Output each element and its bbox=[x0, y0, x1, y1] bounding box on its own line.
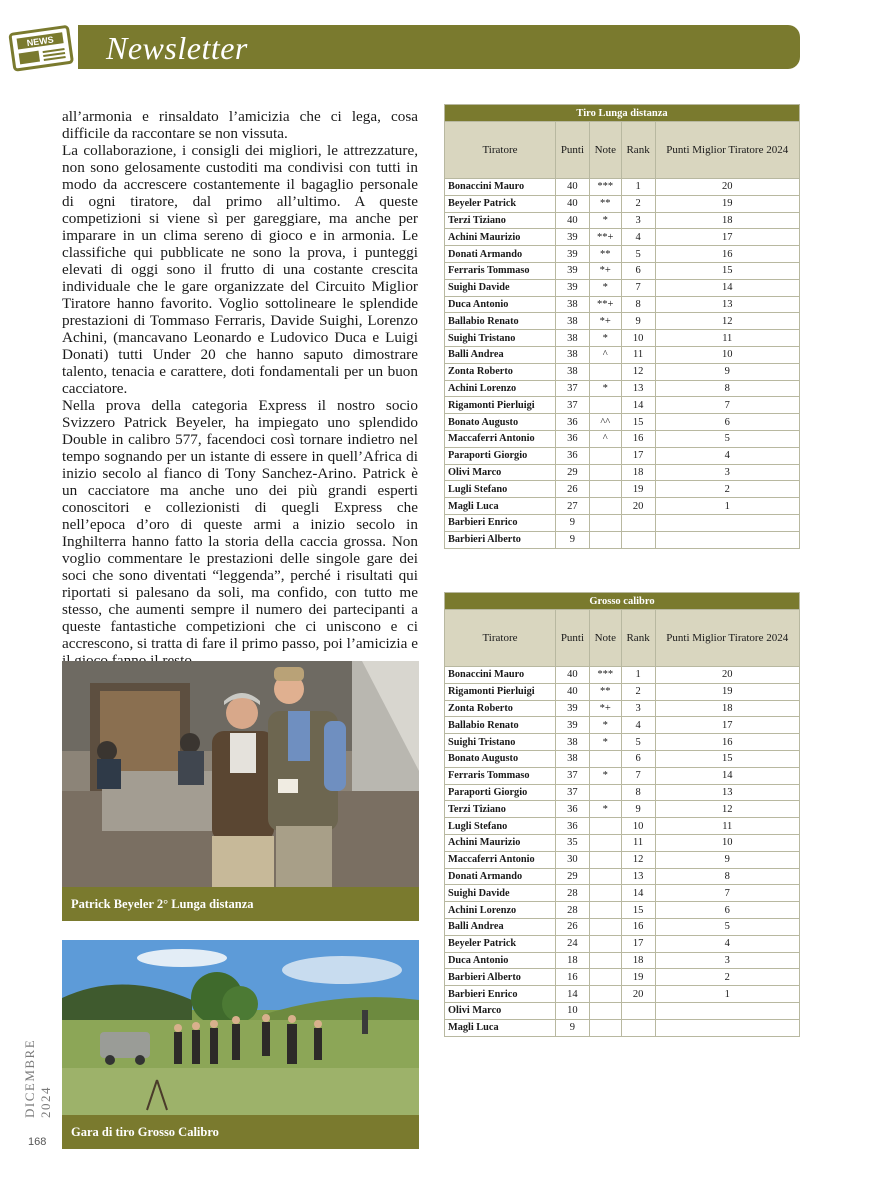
shooter-name: Ferraris Tommaso bbox=[445, 262, 556, 279]
table-row bbox=[445, 1019, 800, 1036]
score-rank bbox=[621, 514, 655, 531]
shooter-name: Barbieri Enrico bbox=[445, 514, 556, 531]
table-row bbox=[445, 330, 800, 347]
ranking-points: 6 bbox=[655, 902, 799, 919]
table-row bbox=[445, 195, 800, 212]
table-row bbox=[445, 734, 800, 751]
score-rank: 7 bbox=[621, 767, 655, 784]
table-row bbox=[445, 179, 800, 196]
score-points: 36 bbox=[556, 801, 590, 818]
table-row bbox=[445, 801, 800, 818]
table-row bbox=[445, 767, 800, 784]
shooter-name: Beyeler Patrick bbox=[445, 935, 556, 952]
score-points: 37 bbox=[556, 767, 590, 784]
score-rank: 17 bbox=[621, 935, 655, 952]
score-note: ^ bbox=[589, 346, 621, 363]
score-points: 39 bbox=[556, 262, 590, 279]
score-rank: 7 bbox=[621, 279, 655, 296]
shooter-name: Bonato Augusto bbox=[445, 414, 556, 431]
score-points: 30 bbox=[556, 851, 590, 868]
score-rank: 9 bbox=[621, 801, 655, 818]
score-rank: 12 bbox=[621, 851, 655, 868]
photo-gara-grosso-calibro bbox=[62, 940, 419, 1149]
shooter-name: Suighi Tristano bbox=[445, 734, 556, 751]
shooter-name: Lugli Stefano bbox=[445, 818, 556, 835]
article-body bbox=[62, 108, 418, 669]
shooter-name: Barbieri Alberto bbox=[445, 531, 556, 548]
photo-two-hunters-image bbox=[62, 661, 419, 887]
score-note: ** bbox=[589, 195, 621, 212]
ranking-points bbox=[655, 531, 799, 548]
shooter-name: Donati Armando bbox=[445, 868, 556, 885]
table-row bbox=[445, 464, 800, 481]
column-header: Note bbox=[589, 122, 621, 179]
table-row bbox=[445, 447, 800, 464]
table-body bbox=[445, 179, 800, 549]
table-row bbox=[445, 784, 800, 801]
score-note bbox=[589, 498, 621, 515]
score-points: 40 bbox=[556, 667, 590, 684]
ranking-points: 2 bbox=[655, 969, 799, 986]
score-points: 24 bbox=[556, 935, 590, 952]
table-row bbox=[445, 498, 800, 515]
ranking-points: 14 bbox=[655, 279, 799, 296]
shooter-name: Zonta Roberto bbox=[445, 700, 556, 717]
score-note bbox=[589, 531, 621, 548]
ranking-points: 12 bbox=[655, 313, 799, 330]
score-rank: 20 bbox=[621, 498, 655, 515]
ranking-points: 4 bbox=[655, 447, 799, 464]
shooter-name: Terzi Tiziano bbox=[445, 801, 556, 818]
ranking-points: 2 bbox=[655, 481, 799, 498]
score-points: 18 bbox=[556, 952, 590, 969]
score-points: 36 bbox=[556, 430, 590, 447]
table-body bbox=[445, 667, 800, 1037]
shooter-name: Zonta Roberto bbox=[445, 363, 556, 380]
score-note bbox=[589, 986, 621, 1003]
column-header: Tiratore bbox=[445, 122, 556, 179]
table-title: Tiro Lunga distanza bbox=[445, 105, 800, 122]
score-points: 29 bbox=[556, 464, 590, 481]
score-rank: 13 bbox=[621, 380, 655, 397]
score-note bbox=[589, 834, 621, 851]
table-row bbox=[445, 969, 800, 986]
column-header: Punti Miglior Tiratore 2024 bbox=[655, 122, 799, 179]
ranking-points: 19 bbox=[655, 195, 799, 212]
shooter-name: Balli Andrea bbox=[445, 918, 556, 935]
table-row bbox=[445, 885, 800, 902]
score-note: * bbox=[589, 279, 621, 296]
table-row bbox=[445, 868, 800, 885]
score-rank: 2 bbox=[621, 683, 655, 700]
score-rank: 6 bbox=[621, 750, 655, 767]
score-points: 28 bbox=[556, 885, 590, 902]
score-rank: 4 bbox=[621, 229, 655, 246]
score-rank: 5 bbox=[621, 734, 655, 751]
ranking-points: 15 bbox=[655, 750, 799, 767]
ranking-points: 16 bbox=[655, 246, 799, 263]
score-points: 40 bbox=[556, 195, 590, 212]
shooter-name: Duca Antonio bbox=[445, 952, 556, 969]
score-note: * bbox=[589, 767, 621, 784]
ranking-points: 14 bbox=[655, 767, 799, 784]
page-number: 168 bbox=[28, 1136, 47, 1148]
shooter-name: Achini Lorenzo bbox=[445, 902, 556, 919]
score-rank bbox=[621, 531, 655, 548]
table-row bbox=[445, 363, 800, 380]
table-row bbox=[445, 750, 800, 767]
table-row bbox=[445, 683, 800, 700]
score-note bbox=[589, 818, 621, 835]
ranking-points: 9 bbox=[655, 363, 799, 380]
shooter-name: Lugli Stefano bbox=[445, 481, 556, 498]
score-note: * bbox=[589, 717, 621, 734]
shooter-name: Olivi Marco bbox=[445, 1002, 556, 1019]
column-header: Tiratore bbox=[445, 610, 556, 667]
score-points: 39 bbox=[556, 246, 590, 263]
photo-caption: Gara di tiro Grosso Calibro bbox=[71, 1125, 219, 1139]
table-row bbox=[445, 212, 800, 229]
ranking-points: 15 bbox=[655, 262, 799, 279]
score-note bbox=[589, 363, 621, 380]
score-points: 10 bbox=[556, 1002, 590, 1019]
shooter-name: Paraporti Giorgio bbox=[445, 784, 556, 801]
shooter-name: Bonaccini Mauro bbox=[445, 179, 556, 196]
score-note bbox=[589, 885, 621, 902]
ranking-points: 19 bbox=[655, 683, 799, 700]
score-points: 26 bbox=[556, 918, 590, 935]
score-rank: 10 bbox=[621, 818, 655, 835]
shooter-name: Donati Armando bbox=[445, 246, 556, 263]
shooter-name: Suighi Tristano bbox=[445, 330, 556, 347]
score-note: *+ bbox=[589, 262, 621, 279]
column-header: Punti bbox=[556, 610, 590, 667]
page-title: Newsletter bbox=[106, 30, 248, 66]
table-row bbox=[445, 229, 800, 246]
ranking-points: 13 bbox=[655, 784, 799, 801]
score-rank bbox=[621, 1019, 655, 1036]
table-row bbox=[445, 918, 800, 935]
score-note bbox=[589, 918, 621, 935]
score-points: 14 bbox=[556, 986, 590, 1003]
score-points: 38 bbox=[556, 296, 590, 313]
score-points: 38 bbox=[556, 330, 590, 347]
score-note: * bbox=[589, 212, 621, 229]
ranking-points: 7 bbox=[655, 885, 799, 902]
score-points: 27 bbox=[556, 498, 590, 515]
score-points: 38 bbox=[556, 313, 590, 330]
ranking-points: 9 bbox=[655, 851, 799, 868]
table-row bbox=[445, 296, 800, 313]
ranking-points: 10 bbox=[655, 834, 799, 851]
score-points: 40 bbox=[556, 179, 590, 196]
score-points: 36 bbox=[556, 818, 590, 835]
score-rank: 2 bbox=[621, 195, 655, 212]
shooter-name: Suighi Davide bbox=[445, 885, 556, 902]
score-note bbox=[589, 868, 621, 885]
column-header: Punti Miglior Tiratore 2024 bbox=[655, 610, 799, 667]
score-note bbox=[589, 1019, 621, 1036]
shooter-name: Ferraris Tommaso bbox=[445, 767, 556, 784]
score-points: 9 bbox=[556, 531, 590, 548]
shooter-name: Rigamonti Pierluigi bbox=[445, 397, 556, 414]
shooter-name: Terzi Tiziano bbox=[445, 212, 556, 229]
score-points: 9 bbox=[556, 1019, 590, 1036]
score-points: 38 bbox=[556, 734, 590, 751]
score-points: 40 bbox=[556, 212, 590, 229]
ranking-points: 3 bbox=[655, 952, 799, 969]
table-row bbox=[445, 430, 800, 447]
table-row bbox=[445, 262, 800, 279]
score-note: *** bbox=[589, 179, 621, 196]
score-points: 36 bbox=[556, 447, 590, 464]
ranking-points bbox=[655, 1002, 799, 1019]
issue-date: DICEMBRE 2024 bbox=[22, 1038, 53, 1118]
score-points: 29 bbox=[556, 868, 590, 885]
score-note bbox=[589, 1002, 621, 1019]
score-note bbox=[589, 902, 621, 919]
score-rank: 11 bbox=[621, 834, 655, 851]
ranking-points: 16 bbox=[655, 734, 799, 751]
shooter-name: Duca Antonio bbox=[445, 296, 556, 313]
table-row bbox=[445, 935, 800, 952]
shooter-name: Maccaferri Antonio bbox=[445, 430, 556, 447]
table-row bbox=[445, 481, 800, 498]
column-header: Rank bbox=[621, 610, 655, 667]
ranking-points: 4 bbox=[655, 935, 799, 952]
ranking-points: 1 bbox=[655, 986, 799, 1003]
score-rank: 18 bbox=[621, 952, 655, 969]
shooter-name: Achini Maurizio bbox=[445, 834, 556, 851]
score-note: ** bbox=[589, 246, 621, 263]
score-note: ^ bbox=[589, 430, 621, 447]
photo-caption: Patrick Beyeler 2° Lunga distanza bbox=[71, 897, 254, 911]
score-rank: 10 bbox=[621, 330, 655, 347]
score-rank: 8 bbox=[621, 296, 655, 313]
score-note: ** bbox=[589, 683, 621, 700]
ranking-points bbox=[655, 1019, 799, 1036]
ranking-points: 17 bbox=[655, 717, 799, 734]
score-note bbox=[589, 851, 621, 868]
score-note bbox=[589, 481, 621, 498]
score-rank: 12 bbox=[621, 363, 655, 380]
table-row bbox=[445, 313, 800, 330]
ranking-points: 18 bbox=[655, 212, 799, 229]
ranking-points: 7 bbox=[655, 397, 799, 414]
score-rank: 19 bbox=[621, 481, 655, 498]
score-note bbox=[589, 750, 621, 767]
ranking-points: 10 bbox=[655, 346, 799, 363]
score-points: 28 bbox=[556, 902, 590, 919]
score-rank: 16 bbox=[621, 918, 655, 935]
ranking-points: 1 bbox=[655, 498, 799, 515]
ranking-points: 11 bbox=[655, 330, 799, 347]
score-points: 39 bbox=[556, 700, 590, 717]
score-note: * bbox=[589, 801, 621, 818]
shooter-name: Olivi Marco bbox=[445, 464, 556, 481]
score-points: 40 bbox=[556, 683, 590, 700]
score-note bbox=[589, 952, 621, 969]
score-note: * bbox=[589, 330, 621, 347]
score-note bbox=[589, 935, 621, 952]
score-points: 9 bbox=[556, 514, 590, 531]
page-header bbox=[0, 22, 884, 74]
score-rank: 14 bbox=[621, 397, 655, 414]
score-points: 38 bbox=[556, 750, 590, 767]
ranking-points: 5 bbox=[655, 918, 799, 935]
score-points: 36 bbox=[556, 414, 590, 431]
shooter-name: Magli Luca bbox=[445, 1019, 556, 1036]
table-row bbox=[445, 1002, 800, 1019]
score-rank: 13 bbox=[621, 868, 655, 885]
table-row bbox=[445, 279, 800, 296]
score-note: ^^ bbox=[589, 414, 621, 431]
ranking-points: 6 bbox=[655, 414, 799, 431]
score-rank: 20 bbox=[621, 986, 655, 1003]
score-points: 39 bbox=[556, 279, 590, 296]
score-points: 38 bbox=[556, 346, 590, 363]
score-points: 35 bbox=[556, 834, 590, 851]
table-row bbox=[445, 346, 800, 363]
shooter-name: Balli Andrea bbox=[445, 346, 556, 363]
score-points: 16 bbox=[556, 969, 590, 986]
ranking-points: 20 bbox=[655, 179, 799, 196]
ranking-points: 8 bbox=[655, 380, 799, 397]
table-tiro-lunga-distanza bbox=[444, 104, 800, 549]
score-note: * bbox=[589, 734, 621, 751]
score-points: 38 bbox=[556, 363, 590, 380]
ranking-points: 18 bbox=[655, 700, 799, 717]
score-rank: 3 bbox=[621, 212, 655, 229]
score-rank: 5 bbox=[621, 246, 655, 263]
score-note: * bbox=[589, 380, 621, 397]
column-header: Note bbox=[589, 610, 621, 667]
photo-patrick-beyeler bbox=[62, 661, 419, 921]
shooter-name: Bonato Augusto bbox=[445, 750, 556, 767]
news-icon-label: NEWS bbox=[26, 34, 55, 49]
table-row bbox=[445, 514, 800, 531]
table-row bbox=[445, 818, 800, 835]
shooter-name: Achini Maurizio bbox=[445, 229, 556, 246]
score-rank: 15 bbox=[621, 902, 655, 919]
shooter-name: Barbieri Enrico bbox=[445, 986, 556, 1003]
table-row bbox=[445, 902, 800, 919]
table-row bbox=[445, 717, 800, 734]
score-points: 37 bbox=[556, 397, 590, 414]
ranking-points: 12 bbox=[655, 801, 799, 818]
score-note bbox=[589, 397, 621, 414]
score-rank: 9 bbox=[621, 313, 655, 330]
shooter-name: Beyeler Patrick bbox=[445, 195, 556, 212]
table-row bbox=[445, 834, 800, 851]
score-rank: 19 bbox=[621, 969, 655, 986]
score-note bbox=[589, 969, 621, 986]
score-note bbox=[589, 447, 621, 464]
ranking-points: 17 bbox=[655, 229, 799, 246]
shooter-name: Achini Lorenzo bbox=[445, 380, 556, 397]
score-rank: 1 bbox=[621, 667, 655, 684]
shooter-name: Paraporti Giorgio bbox=[445, 447, 556, 464]
table-title: Grosso calibro bbox=[445, 593, 800, 610]
score-note: *+ bbox=[589, 313, 621, 330]
table-row bbox=[445, 246, 800, 263]
table-row bbox=[445, 952, 800, 969]
table-row bbox=[445, 397, 800, 414]
ranking-points: 13 bbox=[655, 296, 799, 313]
ranking-points: 3 bbox=[655, 464, 799, 481]
ranking-points: 11 bbox=[655, 818, 799, 835]
column-header: Punti bbox=[556, 122, 590, 179]
score-rank: 1 bbox=[621, 179, 655, 196]
shooter-name: Ballabio Renato bbox=[445, 313, 556, 330]
score-rank: 8 bbox=[621, 784, 655, 801]
newspaper-icon bbox=[8, 22, 78, 72]
score-points: 39 bbox=[556, 229, 590, 246]
score-note bbox=[589, 784, 621, 801]
shooter-name: Rigamonti Pierluigi bbox=[445, 683, 556, 700]
score-rank: 3 bbox=[621, 700, 655, 717]
table-row bbox=[445, 986, 800, 1003]
score-rank: 17 bbox=[621, 447, 655, 464]
score-points: 37 bbox=[556, 380, 590, 397]
score-points: 39 bbox=[556, 717, 590, 734]
ranking-points: 20 bbox=[655, 667, 799, 684]
score-note bbox=[589, 464, 621, 481]
article-paragraph: all’armonia e rinsaldato l’amicizia che ci lega, cosa difficile da raccontare se non vissuta. bbox=[62, 108, 418, 142]
table-row bbox=[445, 851, 800, 868]
score-note bbox=[589, 514, 621, 531]
score-rank: 16 bbox=[621, 430, 655, 447]
score-rank: 14 bbox=[621, 885, 655, 902]
table-grosso-calibro bbox=[444, 592, 800, 1037]
ranking-points: 8 bbox=[655, 868, 799, 885]
table-row bbox=[445, 667, 800, 684]
photo-shooting-range-image bbox=[62, 940, 419, 1115]
shooter-name: Ballabio Renato bbox=[445, 717, 556, 734]
score-note: **+ bbox=[589, 296, 621, 313]
score-points: 26 bbox=[556, 481, 590, 498]
table-row bbox=[445, 531, 800, 548]
score-rank: 18 bbox=[621, 464, 655, 481]
score-note: *+ bbox=[589, 700, 621, 717]
score-note: *** bbox=[589, 667, 621, 684]
score-rank: 15 bbox=[621, 414, 655, 431]
article-paragraph: La collaborazione, i consigli dei migliori, le attrezzature, non sono gelosamente custoditi ma condivisi con tutti in modo da accrescere costantemente il bagaglio personale di ogni tiratore, dal primo all’ultimo. A queste competizioni si viene sì per gareggiare, ma anche per imparare in un clima sereno di gioco e in armonia. Le classifiche qui pubblicate ne sono la prova, i punteggi elevati di oggi sono il frutto di una costante crescita individuale che le gare organizzate del Circuito Miglior Tiratore hanno favorito. Voglio sottolineare le splendide prestazioni di Tommaso Ferraris, Davide Suighi, Lorenzo Achini, (mancavano Leonardo e Ludovico Duca e Luigi Donati) tutti Under 20 che hanno saputo dimostrare talento, tenacia e carattere, doti fondamentali per un buon cacciatore. bbox=[62, 142, 418, 397]
shooter-name: Suighi Davide bbox=[445, 279, 556, 296]
article-paragraph: Nella prova della categoria Express il nostro socio Svizzero Patrick Beyeler, ha impiegato uno splendido Double in calibro 577, facendoci così tornare indietro nel tempo sognando per un istante di essere in quell’Africa di inizio secolo al fianco di Tony Sanchez-Arino. Patrick è un cacciatore ma anche uno dei più grandi esperti conoscitori e collezionisti di quegli Express che nell’epoca d’oro di queste armi a inizio secolo in Inghilterra hanno fatto la storia della caccia grossa. Non voglio commentare le prestazioni delle singole gare dei soci che sono diventati “leggenda”, perché i risultati qui riportati si palesano da soli, ma confido, con tutto me stesso, che aumenti sempre il numero dei partecipanti a queste fantastiche competizioni che ci uniscono e ci accrescono, si tratta di fare il primo passo, poi l’amicizia e bbox=[62, 397, 418, 652]
score-rank: 6 bbox=[621, 262, 655, 279]
column-header: Rank bbox=[621, 122, 655, 179]
table-row bbox=[445, 380, 800, 397]
score-rank bbox=[621, 1002, 655, 1019]
table-row bbox=[445, 414, 800, 431]
score-points: 37 bbox=[556, 784, 590, 801]
score-note: **+ bbox=[589, 229, 621, 246]
ranking-points: 5 bbox=[655, 430, 799, 447]
table-row bbox=[445, 700, 800, 717]
score-rank: 4 bbox=[621, 717, 655, 734]
shooter-name: Magli Luca bbox=[445, 498, 556, 515]
shooter-name: Bonaccini Mauro bbox=[445, 667, 556, 684]
ranking-points bbox=[655, 514, 799, 531]
shooter-name: Barbieri Alberto bbox=[445, 969, 556, 986]
shooter-name: Maccaferri Antonio bbox=[445, 851, 556, 868]
score-rank: 11 bbox=[621, 346, 655, 363]
